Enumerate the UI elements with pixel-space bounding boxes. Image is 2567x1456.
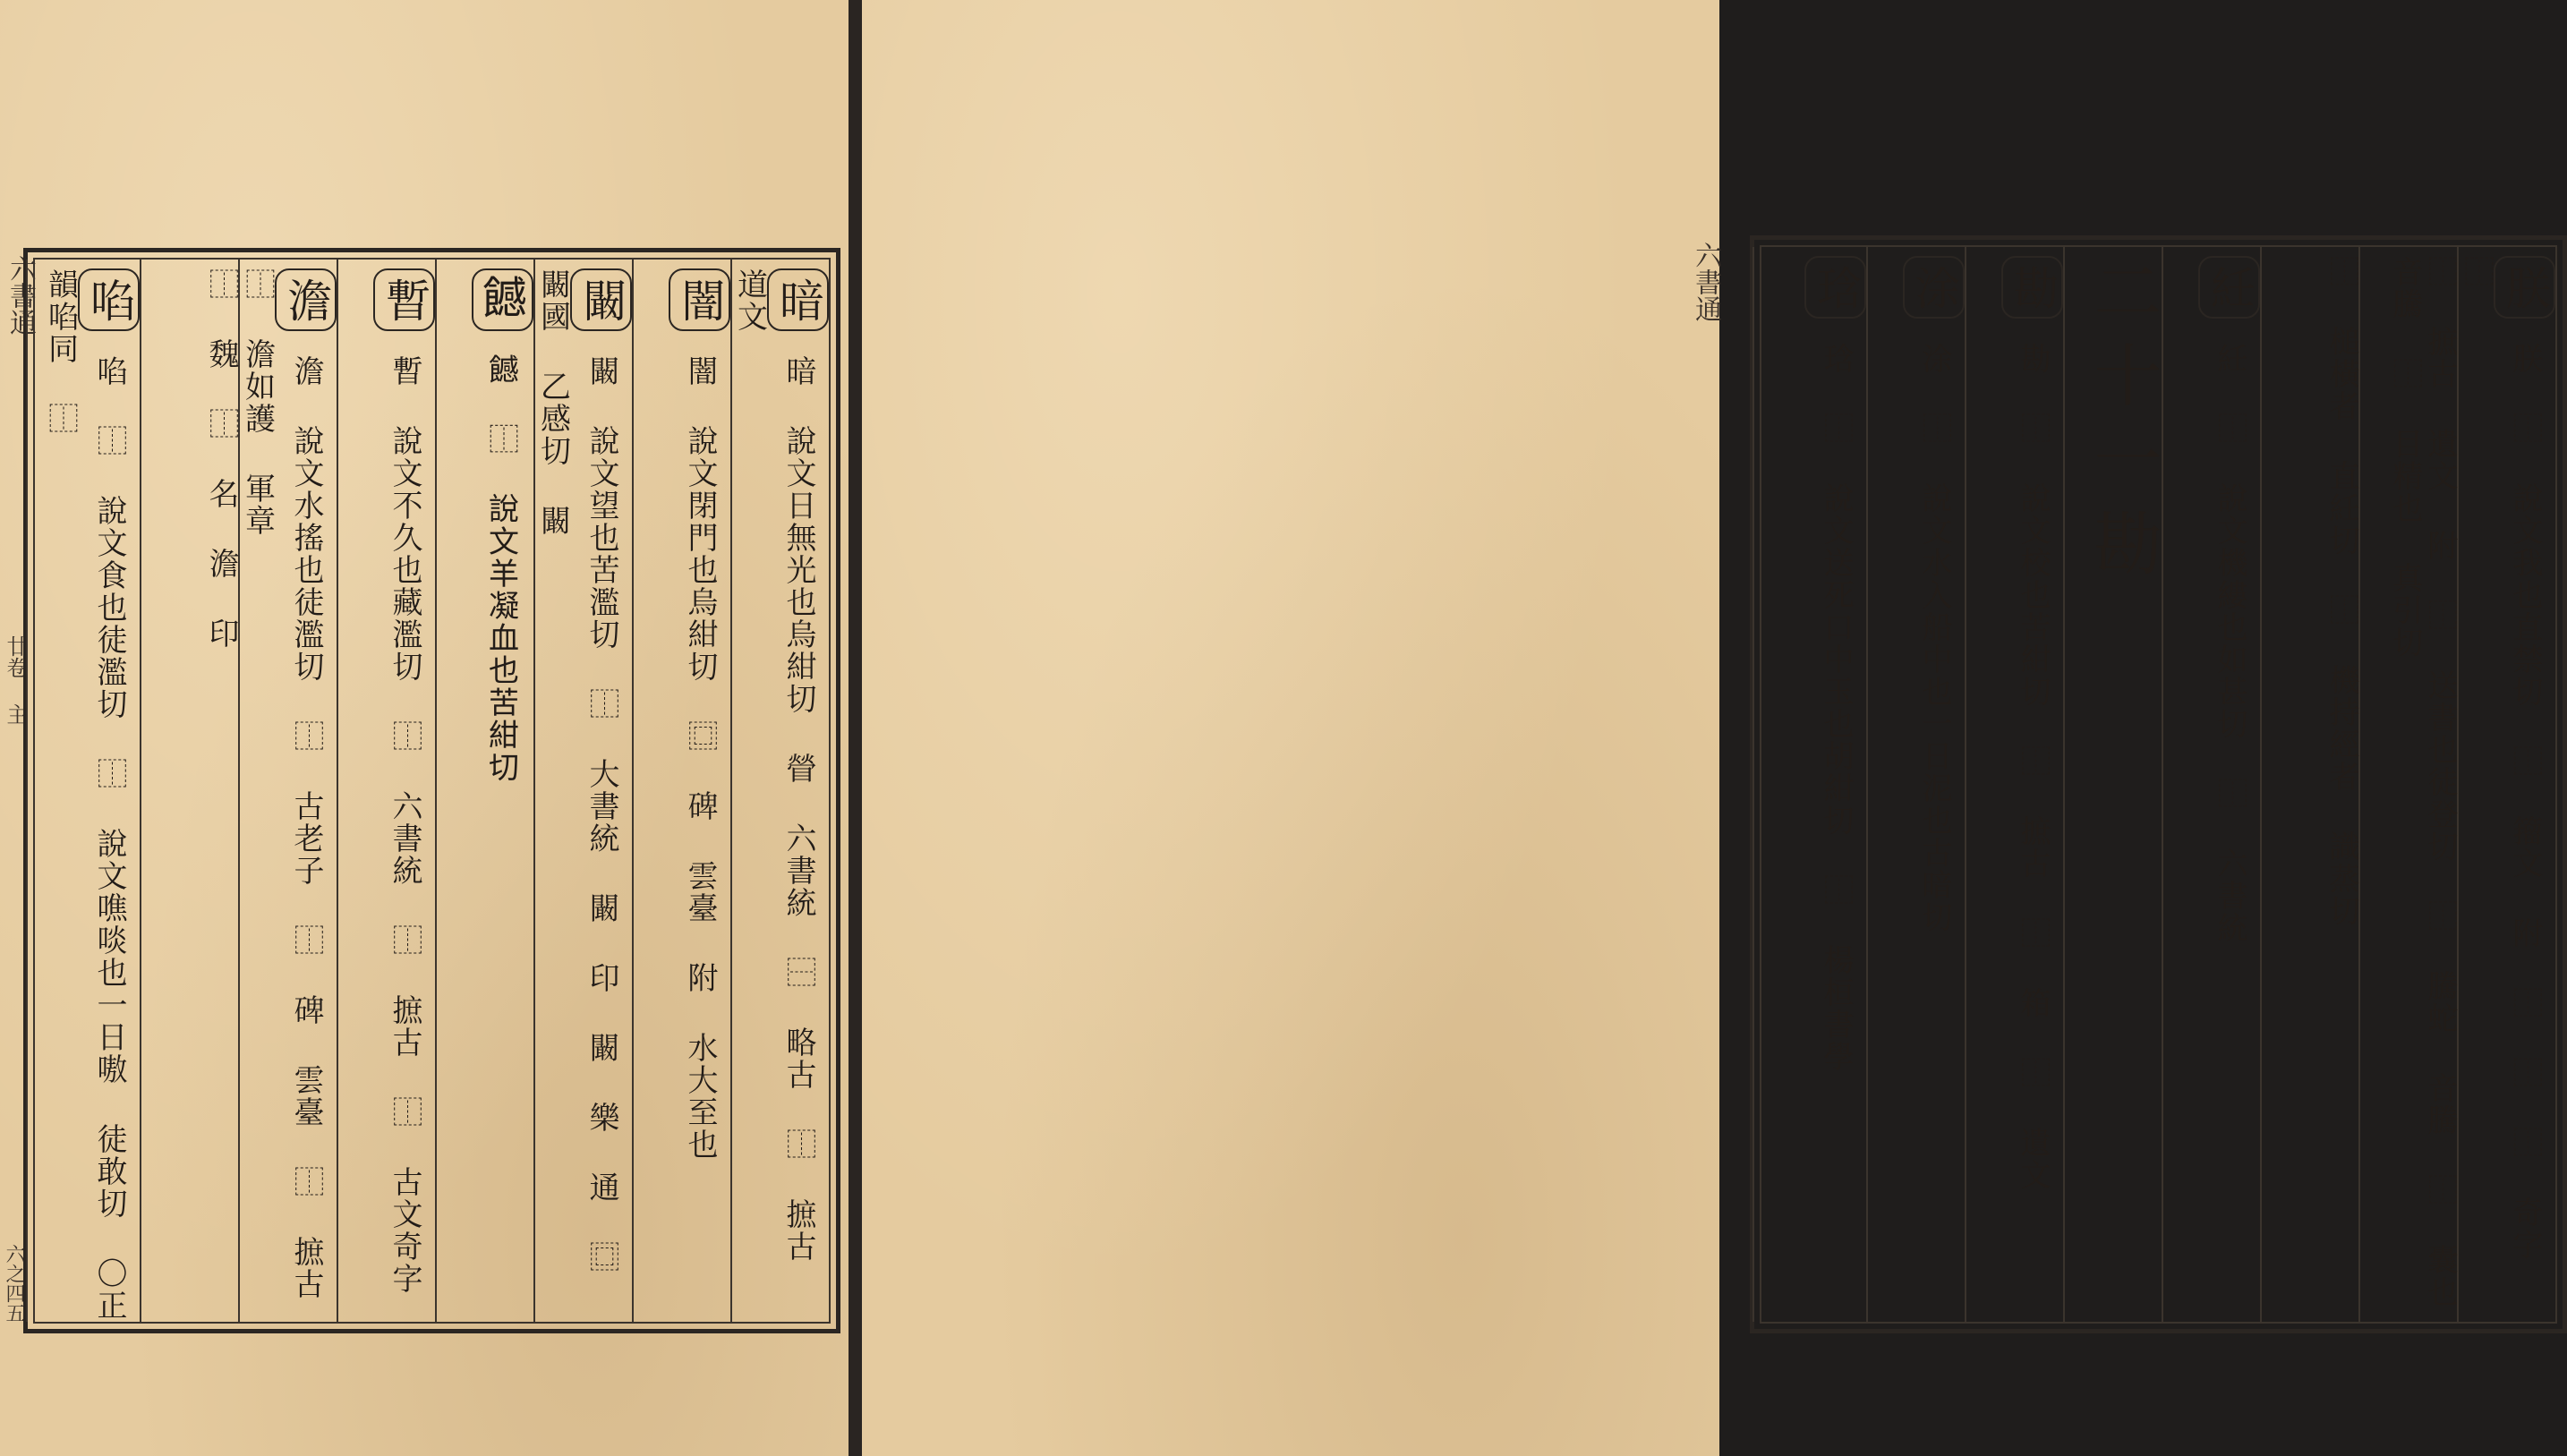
- column-4: [2162, 247, 2260, 1322]
- column-2: [632, 260, 730, 1322]
- column-head: 涂: [1903, 256, 1966, 319]
- section-title-column: [2063, 247, 2162, 1322]
- column-3: [533, 260, 632, 1322]
- column-4: [435, 260, 533, 1322]
- left-spine-folio: 廿卷 主: [3, 635, 28, 725]
- column-head: 澹: [275, 268, 337, 331]
- column-head: 勘: [2001, 256, 2064, 319]
- left-page: [0, 0, 849, 1456]
- column-7: [140, 260, 238, 1322]
- right-column-grid: [1760, 245, 2557, 1324]
- column-text: 涂 ⿰ 說文水入船中也一日泥也古暗切: [1916, 343, 1952, 933]
- column-head: 朕: [2494, 256, 2556, 319]
- column-text: ⿰ 魏 ⿰ 名 澹 印: [203, 268, 239, 650]
- column-text: 琀 ⿰ 說文送死口中玉也胡紺切 ⿰ 楊桓書學: [1818, 343, 1854, 1073]
- column-3: [2260, 247, 2358, 1322]
- column-8: [1753, 247, 1866, 1322]
- column-6: [238, 260, 337, 1322]
- column-8: [26, 260, 140, 1322]
- column-head: 暫: [373, 268, 436, 331]
- column-6: [1965, 247, 2063, 1322]
- column-text: 𩞿 ⿰ 說文羊凝血也苦紺切: [485, 355, 521, 785]
- column-2: [2358, 247, 2457, 1322]
- column-text: 暗 說文日無光也烏紺切 䁝 六書統 ⿱ 略古 ⿰ 摭古 道文: [731, 268, 816, 1263]
- column-head: 琀: [1804, 256, 1867, 319]
- column-7: [1866, 247, 1965, 1322]
- column-text: ⿰ 槌橫者 直紝切 ⿰ 機持經者 識蒸切: [2324, 256, 2359, 927]
- left-spine-title: 六書通: [4, 255, 36, 336]
- column-text: ⿰ 摭古 遺文 附 ⿰ 送書也徒登切 ⿰ 騰蛇 音騰 ⿰ 囊也 音騰 ⿰ 目精也 真引切: [2386, 256, 2458, 1308]
- column-head: 啗: [78, 268, 141, 331]
- left-text-frame: [23, 248, 840, 1333]
- column-text: 啗 ⿰ 說文食也徒濫切 ⿰ 說文噍啖也一日嗷 徒敢切 〇正韻啗同 ⿰: [42, 268, 127, 1322]
- column-text: 澹 說文水搖也徒濫切 ⿰ 古老子 ⿰ 碑 雲臺 ⿰ 摭古 ⿰ 澹如護 軍章: [239, 268, 324, 1300]
- column-text: 闞 說文望也苦濫切 ⿰ 大書統 闞 印 闞 樂 通 ⿴ 闞國 乙感切 闞: [534, 268, 619, 1273]
- right-page: [862, 0, 2551, 1456]
- column-text: 暫 說文不久也藏濫切 ⿰ 六書統 ⿰ 摭古 ⿰ 古文奇字: [387, 355, 422, 1295]
- left-spine-bottom: 六之四五: [3, 1244, 25, 1323]
- column-text: 紝 ⿰ 說文機縷也如甚切 ⿰ 六書統: [2212, 343, 2247, 944]
- column-head: 暗: [767, 268, 830, 331]
- column-head: 闇: [669, 268, 731, 331]
- column-1: [2457, 247, 2555, 1322]
- column-text: 朕 ⿰ 說文我也直禁切 ⿰ 籀文 附 ⿰ ⿰ ⿰ 奇字 ⿰: [2458, 256, 2543, 1261]
- right-text-frame: [1750, 235, 2567, 1333]
- column-1: [730, 260, 829, 1322]
- column-text: 闇 說文閉門也烏紺切 ⿴ 碑 雲臺 附 水大至也: [682, 355, 718, 1161]
- column-head: 闞: [570, 268, 633, 331]
- left-column-grid: [33, 258, 831, 1324]
- column-text: 勘 ⿰ 說文校也苦紺切 ⿰ 摭古 ⿰ 箱 ⿰ 遺文: [2015, 343, 2051, 1191]
- right-spine-title: 六書通: [1690, 242, 1721, 322]
- column-head: 𩞿: [472, 268, 534, 331]
- section-title: 二十一勘: [2083, 256, 2162, 592]
- book-gutter: [849, 0, 862, 1456]
- column-5: [337, 260, 435, 1322]
- column-head: 紝: [2198, 256, 2261, 319]
